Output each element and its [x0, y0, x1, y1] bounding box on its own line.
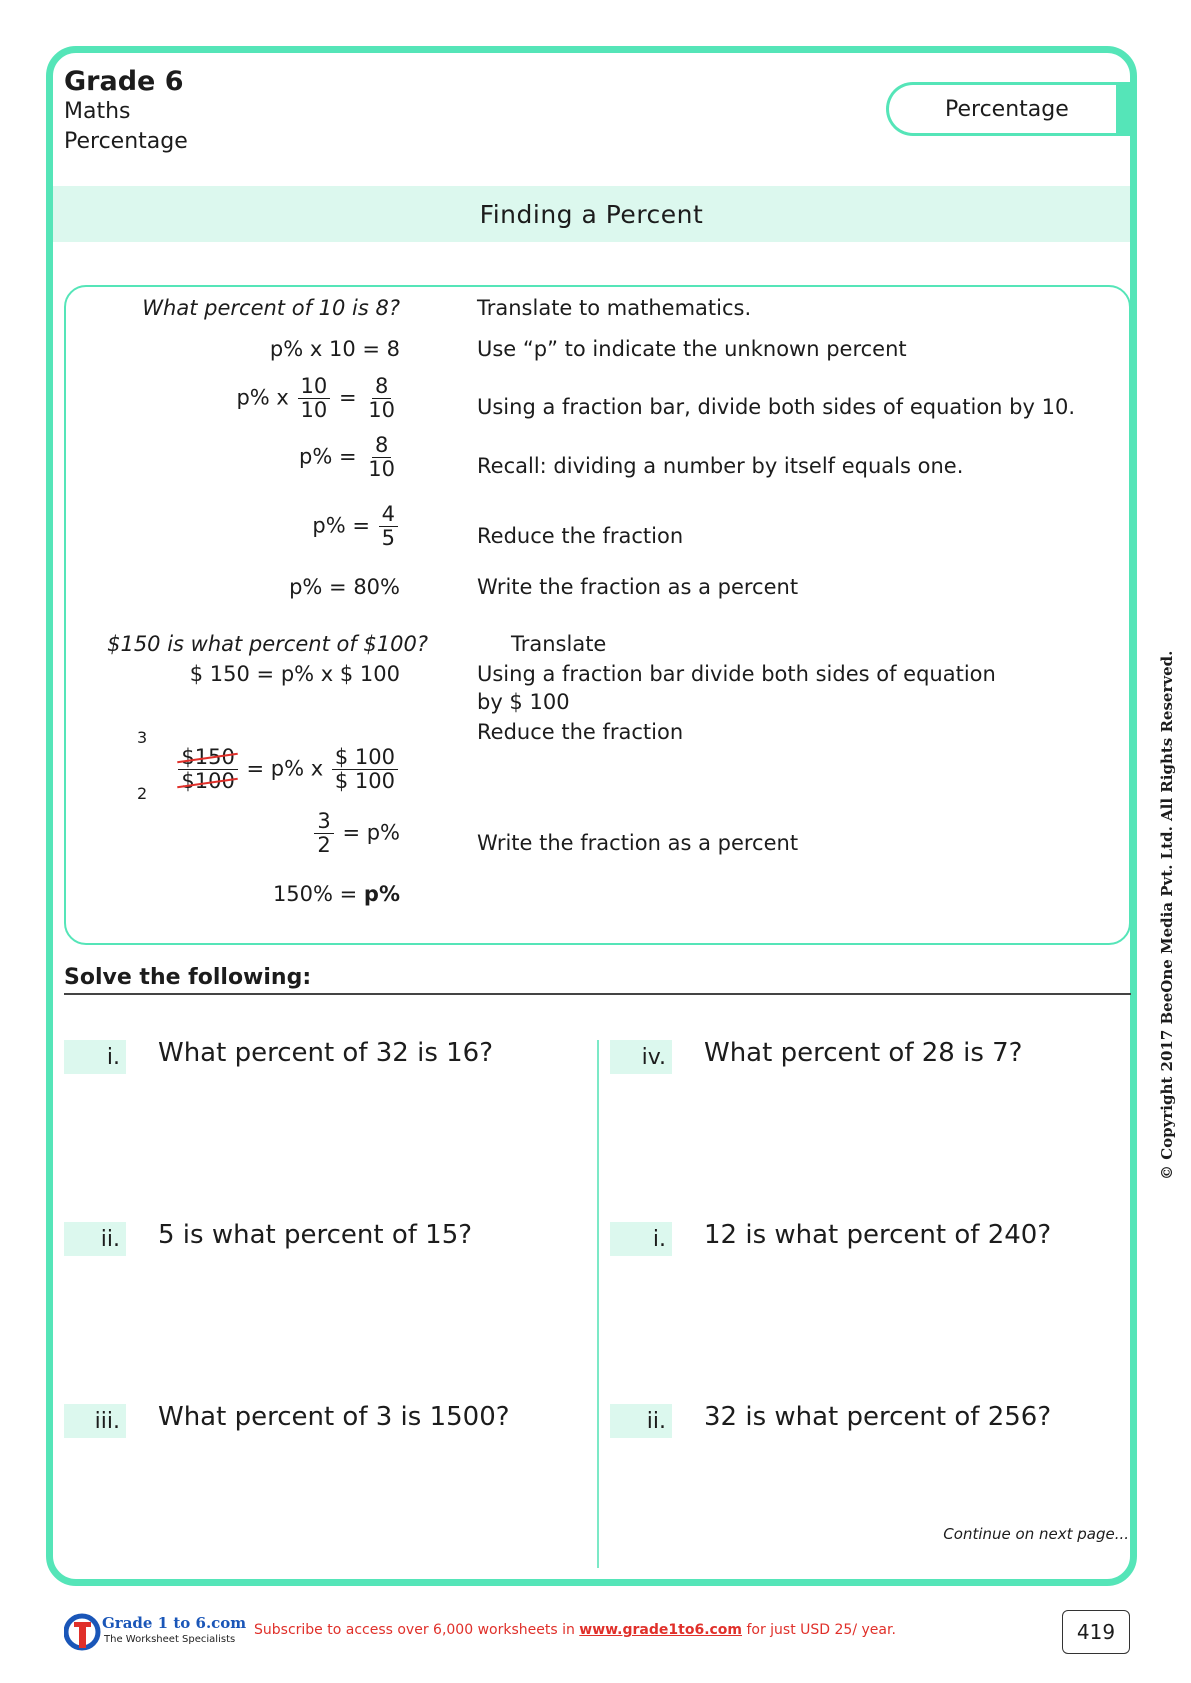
question-text: 5 is what percent of 15?: [158, 1220, 473, 1250]
solve-heading: Solve the following:: [64, 965, 312, 990]
example2-note-1: Translate: [511, 632, 607, 656]
site-logo-icon[interactable]: [64, 1612, 104, 1652]
subject-label: Maths: [64, 99, 131, 124]
continue-note: Continue on next page...: [943, 1525, 1129, 1543]
example1-note-3: Using a fraction bar, divide both sides of equation by 10.: [477, 395, 1075, 419]
fraction: $\frac{3}{2}$: [314, 810, 333, 857]
logo-title[interactable]: Grade 1 to 6.com: [102, 1614, 247, 1632]
example1-step1: p% x 10 = 8: [269, 337, 400, 361]
question-text: What percent of 32 is 16?: [158, 1038, 494, 1068]
topic-label: Percentage: [64, 129, 188, 154]
page-number: 419: [1062, 1610, 1130, 1654]
solve-underline: [64, 993, 1131, 995]
example1-note-2: Use “p” to indicate the unknown percent: [477, 337, 907, 361]
example1-note-6: Write the fraction as a percent: [477, 575, 799, 599]
fraction: $\frac{10}{10}$: [298, 375, 331, 422]
site-link[interactable]: www.grade1to6.com: [579, 1622, 743, 1638]
example1-note-4: Recall: dividing a number by itself equals one.: [477, 454, 964, 478]
example2-note-4: Reduce the fraction: [477, 720, 684, 744]
example2-note-5: Write the fraction as a percent: [477, 831, 799, 855]
question-number: ii.: [64, 1222, 126, 1256]
example2-note-3: by $ 100: [477, 690, 570, 714]
question-text: What percent of 28 is 7?: [704, 1038, 1023, 1068]
subscribe-text: Subscribe to access over 6,000 worksheets in www.grade1to6.com for just USD 25/ year.: [254, 1622, 896, 1638]
example1-step4: p% = $\frac{4}{5}$: [312, 503, 400, 550]
column-divider: [597, 1040, 599, 1568]
topic-tag: Percentage: [886, 82, 1128, 136]
example2-step2: $\frac{\$150}{\$100}$ = p% x $\frac{\$ 100}{\$ 100}$: [176, 746, 400, 793]
example1-note-5: Reduce the fraction: [477, 524, 684, 548]
copyright-text: © Copyright 2017 BeeOne Media Pvt. Ltd. All Rights Reserved.: [1158, 650, 1176, 1180]
fraction: $\frac{8}{10}$: [368, 374, 395, 423]
question-number: ii.: [610, 1404, 672, 1438]
cancel-bottom-digit: 2: [137, 784, 148, 803]
example1-step2: p% x $\frac{10}{10}$ = $\frac{8}{10}$: [236, 375, 400, 422]
question-text: 32 is what percent of 256?: [704, 1402, 1052, 1432]
example2-step1: $ 150 = p% x $ 100: [189, 662, 400, 686]
fraction: $\frac{8}{10}$: [368, 433, 395, 482]
question-number: iii.: [64, 1404, 126, 1438]
page-title: Finding a Percent: [53, 186, 1130, 242]
question-text: 12 is what percent of 240?: [704, 1220, 1052, 1250]
cancel-top-digit: 3: [137, 728, 148, 747]
question-number: i.: [64, 1040, 126, 1074]
topic-tag-tail: [1116, 82, 1136, 136]
question-text: What percent of 3 is 1500?: [158, 1402, 510, 1432]
grade-label: Grade 6: [64, 66, 184, 97]
example1-step3: p% = $\frac{8}{10}$: [299, 434, 400, 481]
example2-result: 150% = p%: [272, 882, 400, 906]
question-number: i.: [610, 1222, 672, 1256]
example1-step5: p% = 80%: [289, 575, 400, 599]
question-number: iv.: [610, 1040, 672, 1074]
fraction: $\frac{\$ 100}{\$ 100}$: [332, 746, 398, 793]
logo-tagline: The Worksheet Specialists: [104, 1634, 236, 1645]
example2-question: $150 is what percent of $100?: [107, 632, 428, 656]
cancelled-fraction: $\frac{\$150}{\$100}$: [178, 746, 237, 793]
example2-step3: $\frac{3}{2}$ = p%: [312, 810, 400, 857]
example2-note-2: Using a fraction bar divide both sides of equation: [477, 662, 996, 686]
fraction: $\frac{4}{5}$: [379, 503, 398, 550]
example1-note-1: Translate to mathematics.: [477, 296, 752, 320]
example1-question: What percent of 10 is 8?: [142, 296, 400, 320]
